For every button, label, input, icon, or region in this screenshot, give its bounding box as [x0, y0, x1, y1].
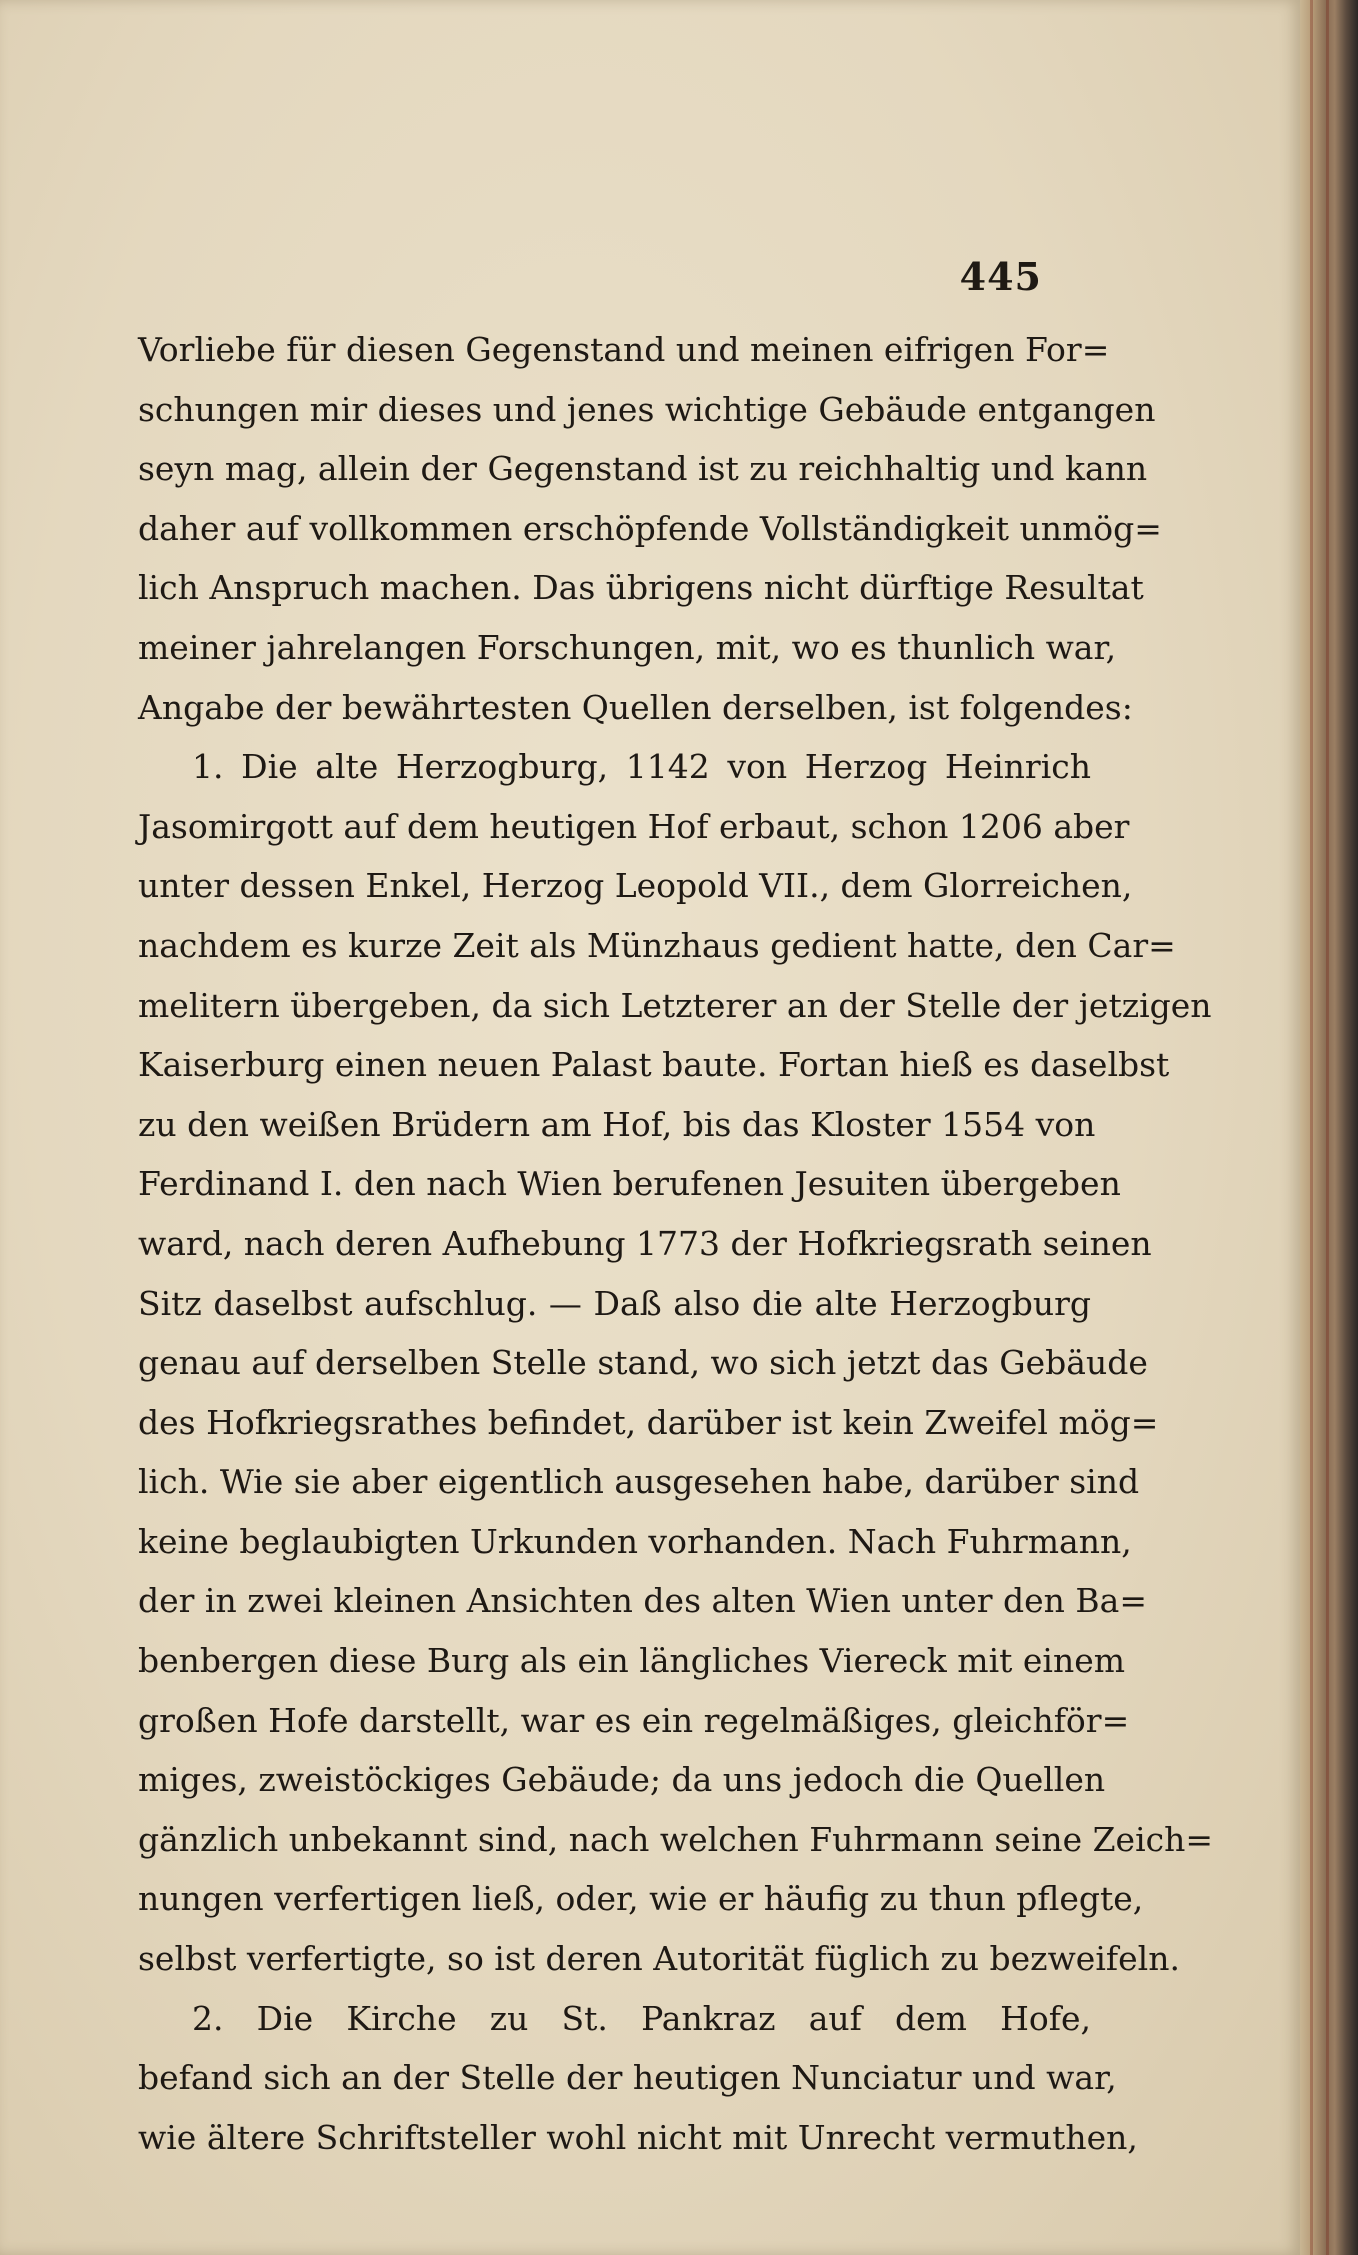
text-line: unter dessen Enkel, Herzog Leopold VII., dem Glorreichen, — [138, 866, 1133, 906]
text-line: Kaiserburg einen neuen Palast baute. Fortan hieß es daselbst — [138, 1045, 1170, 1085]
text-line: des Hofkriegsrathes befindet, darüber ist kein Zweifel mög= — [138, 1402, 1159, 1442]
text-line: nungen verfertigen ließ, oder, wie er häufig zu thun pflegte, — [138, 1879, 1144, 1919]
text-line: lich Anspruch machen. Das übrigens nicht dürftige Resultat — [138, 568, 1144, 608]
book-page-edges — [1300, 0, 1358, 2255]
text-line: daher auf vollkommen erschöpfende Vollständigkeit unmög= — [138, 508, 1162, 548]
text-line: Ferdinand I. den nach Wien berufenen Jesuiten übergeben — [138, 1164, 1121, 1204]
text-line: melitern übergeben, da sich Letzterer an der Stelle der jetzigen — [138, 985, 1212, 1025]
text-line: benbergen diese Burg als ein längliches Viereck mit einem — [138, 1641, 1126, 1681]
text-line: gänzlich unbekannt sind, nach welchen Fuhrmann seine Zeich= — [138, 1819, 1214, 1859]
text-line: seyn mag, allein der Gegenstand ist zu reichhaltig und kann — [138, 449, 1148, 489]
text-line: zu den weißen Brüdern am Hof, bis das Kloster 1554 von — [138, 1104, 1096, 1144]
text-line: lich. Wie sie aber eigentlich ausgesehen habe, darüber sind — [138, 1462, 1140, 1502]
text-line: meiner jahrelangen Forschungen, mit, wo es thunlich war, — [138, 627, 1117, 667]
text-line: Angabe der bewährtesten Quellen derselben, ist folgendes: — [138, 687, 1133, 727]
edge-line — [1310, 0, 1313, 2255]
text-line: befand sich an der Stelle der heutigen Nunciatur und war, — [138, 2058, 1117, 2098]
text-line: 1. Die alte Herzogburg, 1142 von Herzog Heinrich — [192, 747, 1091, 787]
text-line: ward, nach deren Aufhebung 1773 der Hofkriegsrath seinen — [138, 1223, 1152, 1263]
text-line: miges, zweistöckiges Gebäude; da uns jedoch die Quellen — [138, 1760, 1106, 1800]
text-line: wie ältere Schriftsteller wohl nicht mit Unrecht vermuthen, — [138, 2117, 1138, 2157]
text-line: Vorliebe für diesen Gegenstand und meinen eifrigen For= — [138, 330, 1110, 369]
text-line: genau auf derselben Stelle stand, wo sich jetzt das Gebäude — [138, 1343, 1148, 1383]
text-line: der in zwei kleinen Ansichten des alten Wien unter den Ba= — [138, 1581, 1147, 1621]
text-line: Sitz daselbst aufschlug. — Daß also die alte Herzogburg — [138, 1283, 1091, 1323]
page-number: 445 — [959, 254, 1042, 299]
text-line: Jasomirgott auf dem heutigen Hof erbaut, schon 1206 aber — [138, 806, 1130, 846]
text-line: nachdem es kurze Zeit als Münzhaus gedient hatte, den Car= — [138, 925, 1176, 965]
text-line: keine beglaubigten Urkunden vorhanden. Nach Fuhrmann, — [138, 1521, 1132, 1561]
edge-line — [1326, 0, 1329, 2255]
text-line: großen Hofe darstellt, war es ein regelmäßiges, gleichför= — [138, 1700, 1130, 1740]
text-line: schungen mir dieses und jenes wichtige Gebäude entgangen — [138, 389, 1156, 429]
text-line: 2. Die Kirche zu St. Pankraz auf dem Hofe, — [192, 1998, 1091, 2038]
body-text — [138, 320, 1214, 2167]
text-line: selbst verfertigte, so ist deren Autorität füglich zu bezweifeln. — [138, 1939, 1180, 1979]
